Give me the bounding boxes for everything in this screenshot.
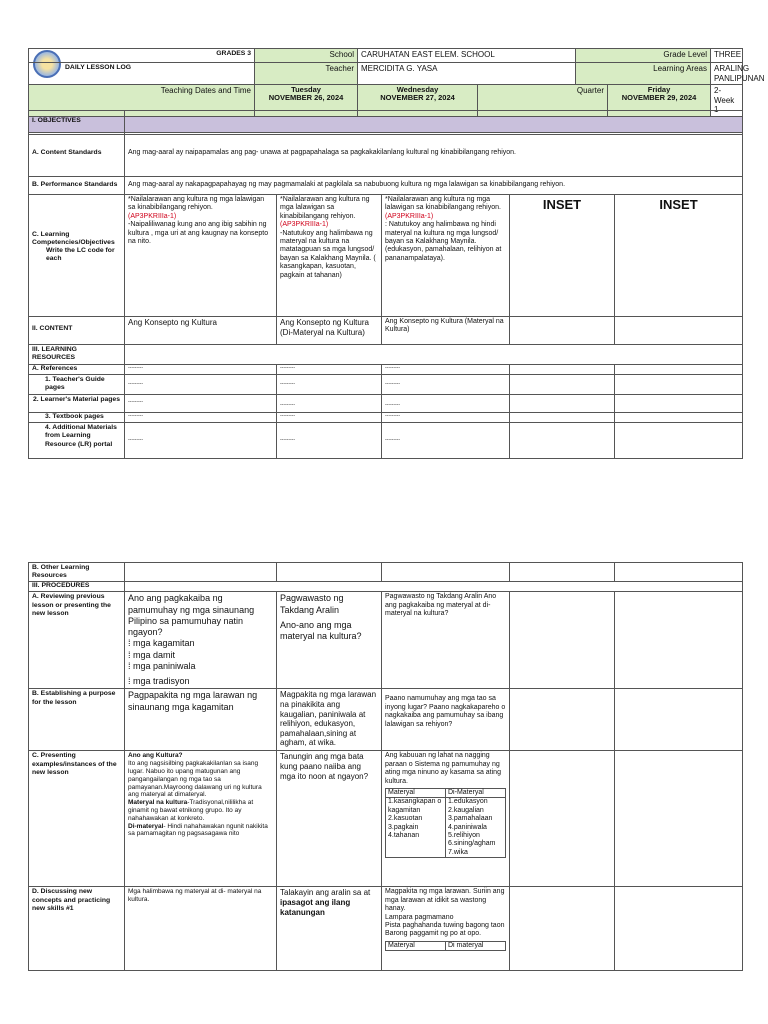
procedures-label: III. PROCEDURES [29,582,125,592]
day-tuesday: Tuesday [291,85,321,95]
wed-mat-item: 2.kasuotan [388,815,423,823]
mon-present-dimat-text: - Hindi nahahawakan ngunit nakikita sa pamamagitan ng pagsasagawa nito [128,822,268,838]
review-label: A. Reviewing previous lesson or presenting the new lesson [29,592,125,689]
tue-tg: --------- [277,375,382,395]
inset-thursday: INSET [510,195,615,317]
competencies-label: C. Learning Competencies/Objectives [32,231,115,247]
teacher-label: Teacher [255,63,358,85]
date-tuesday: NOVEMBER 26, 2024 [268,93,344,103]
wed-present: Ang kabuuan ng lahat na nagging paraan o Sistema ng pamumuhay ng ating mga ninuno ay kasama sa ating kultura. [385,752,501,785]
wed-disc-item: Lampara pagmamano [385,913,454,921]
tue-discussing-1: Talakayin ang aralin sa at [280,888,371,898]
wed-discussing: Magpakita ng mga larawan. Suriin ang mga larawan at idikit sa wastong hanay. [385,888,505,913]
wed-tg: --------- [382,375,510,395]
mon-comp-1: *Nailalarawan ang kultura ng mga lalawigan sa kinabibilangang rehiyon. [128,196,265,212]
mon-purpose: Pagpapakita ng mga larawan ng sinaunang mga kagamitan [125,689,277,751]
learning-areas-label: Learning Areas [576,63,711,85]
wed-mat-item: 3.pagkain [388,823,419,831]
tue-review-1: Pagwawasto ng Takdang Aralin [280,593,344,615]
tue-add: --------- [277,423,382,459]
mon-tb: --------- [125,413,277,423]
school-value: CARUHATAN EAST ELEM. SCHOOL [358,49,576,63]
mon-present-dimat: Di-materyal [128,822,164,830]
tue-content: Ang Konsepto ng Kultura (Di-Materyal na Kultura) [277,317,382,345]
textbook-label: 3. Textbook pages [29,413,125,423]
wed-disc-head: Materyal [386,941,446,950]
wed-disc-table [385,941,506,951]
content-label: II. CONTENT [29,317,125,345]
tue-ref: --------- [277,365,382,375]
other-resources-label: B. Other Learning Resources [29,563,125,582]
mon-present-q: Ano ang Kultura? [128,752,183,760]
tue-comp-2: -Natutukoy ang halimbawa ng materyal na kultura na matatagpuan sa mga lungsod/ bayan sa Kalakhang Maynila. ( kasangkapan, kasuotan, pagkain at tahanan) [280,229,376,279]
tue-comp-code: (AP3PKRIIIa-1) [280,221,329,229]
wed-mat-item: 4.tahanan [388,831,420,839]
mon-review-item: ⁞ mga tradisyon [128,676,190,687]
dates-label: Teaching Dates and Time [29,85,255,117]
wed-add: --------- [382,423,510,459]
wed-dimat-item: 5.relihiyon [448,831,480,839]
quarter-value: 2-Week 1 [711,85,743,117]
mon-review-item: ⁞ mga paniniwala [128,660,196,671]
tue-lm: --------- [277,395,382,413]
competencies-sub: Write the LC code for each [46,247,115,263]
wed-comp-1: *Nailalarawan ang kultura ng mga lalawigan sa kinabibilangang rehiyon. [385,196,501,212]
mon-comp-2: -Naipaliliwanag kung ano ang ibig sabihin ng kultura , mga uri at ang kaugnay na konsepto na nito. [128,221,269,245]
wed-comp-code: (AP3PKRIIIa-1) [385,212,434,220]
wed-comp-2: : Natutukoy ang halimbawa ng hindi materyal na kultura ng mga lungsod/ bayan sa Kalakhang Maynila.(edukasyon, pamahalaan, relihiyon at pananampalataya). [385,221,502,262]
additional-label: 4. Additional Materials from Learning Resource (LR) portal [29,423,125,459]
mon-ref: --------- [125,365,277,375]
tue-review-2: Ano-ano ang mga materyal na kultura? [280,619,362,642]
mon-review-item: ⁞ mga damit [128,649,176,660]
mon-discussing: Mga halimbawa ng materyal at di- materyal na kultura. [125,887,277,971]
mon-tg: --------- [125,375,277,395]
wed-review: Pagwawasto ng Takdang Aralin Ano ang pagkakaiba ng materyal at di-materyal na kultura? [382,592,510,689]
date-wednesday: NOVEMBER 27, 2024 [380,93,455,103]
dll-page2-table [28,562,743,971]
content-standards-label: A. Content Standards [29,135,125,177]
wed-table-head: Materyal [386,789,446,798]
references-label: A. References [29,365,125,375]
wed-dimat-item: 4.paniniwala [448,823,487,831]
wed-dimat-item: 1.edukasyon [448,798,488,806]
quarter-label: Quarter [478,85,608,117]
tue-discussing-2: ipasagot ang ilang katanungan [280,898,351,917]
grade-level-label: Grade Level [576,49,711,63]
content-standards-text: Ang mag-aaral ay naipapamalas ang pag- unawa at pagpapahalaga sa pagkakakilanlang kultural ng kinabibilangang rehiyon. [125,135,743,177]
tue-tb: --------- [277,413,382,423]
mon-add: --------- [125,423,277,459]
dll-page1-table [28,110,743,459]
wed-table-head: Di-Materyal [446,789,506,798]
wed-disc-head: Di materyal [446,941,506,950]
tue-comp-1: *Nailalarawan ang kultura ng mga lalawigan sa kinabibilangang rehiyon. [280,196,370,220]
presenting-label: C. Presenting examples/instances of the new lesson [29,751,125,887]
wed-tb: --------- [382,413,510,423]
mon-review-item: ⁞ mga kagamitan [128,638,195,649]
wed-mat-item: 1.kasangkapan o kagamitan [388,798,442,814]
mon-content: Ang Konsepto ng Kultura [125,317,277,345]
grades-label: GRADES 3 [29,49,255,63]
purpose-label: B. Establishing a purpose for the lesson [29,689,125,751]
wed-disc-item: Pista paghahanda tuwing bagong taon [385,922,505,930]
wed-dimat-item: 6.sining/agham [448,840,496,848]
day-wednesday: Wednesday [396,85,439,95]
wed-materyal-table [385,788,506,858]
date-friday: NOVEMBER 29, 2024 [621,93,697,103]
learning-resources-label: III. LEARNING RESOURCES [29,345,125,365]
performance-standards-text: Ang mag-aaral ay nakapagpapahayag ng may pagmamalaki at pagkilala sa nabubuong kultura ng mga lalawigan sa kinabibilangang rehiyon. [125,177,743,195]
tg-pages-label: 1. Teacher's Guide pages [29,375,125,395]
mon-present-mat-text: -Tradisyonal,nililikha at ginamit ng bawat etnikong grupo. Ito ay nahahawakan at konkreto. [128,799,254,822]
wed-ref: --------- [382,365,510,375]
school-label: School [255,49,358,63]
tue-purpose: Magpakita ng mga larawan na pinakikita ang kaugalian, paniniwala at relihiyon, edukasyon, pamahalaan,sining at agham, at wika. [277,689,382,751]
wed-dimat-item: 3.pamahalaan [448,815,493,823]
mon-present-mat: Materyal na kultura [128,799,188,807]
mon-review-q: Ano ang pagkakaiba ng pamumuhay ng mga sinaunang Pilipino sa pamumuhay natin ngayon? [128,593,255,638]
inset-friday: INSET [615,195,743,317]
performance-standards-label: B. Performance Standards [29,177,125,195]
mon-comp-code: (AP3PKRIIIa-1) [128,212,177,220]
discussing-label: D. Discussing new concepts and practicing new skills #1 [29,887,125,971]
wed-dimat-item: 2.kaugalian [448,806,484,814]
wed-disc-item: Barong paggamit ng po at opo. [385,930,482,938]
grade-level-value: THREE [711,49,743,63]
mon-lm: --------- [125,395,277,413]
day-friday: Friday [647,85,671,95]
wed-lm: --------- [382,395,510,413]
objectives-label: I. OBJECTIVES [29,111,125,135]
learning-area-value: ARALING PANLIPUNAN [711,63,743,85]
wed-purpose: Paano namumuhay ang mga tao sa inyong lugar? Paano nagkakapareho o nagkakaiba ang pamumuhay sa ibang lalawigan sa rehiyon? [382,689,510,751]
mon-present-text: Ito ang nagsisilbing pagkakakilanlan sa isang lugar. Nabuo ito upang matugunan ang pangangailangan ng mga tao sa pamayanan.Mayroong dalawang uri ng kultura ang materyal at dimateryal. [128,760,262,799]
dll-label: DAILY LESSON LOG [29,63,255,85]
teacher-value: MERCIDITA G. YASA [358,63,576,85]
wed-content: Ang Konsepto ng Kultura (Materyal na Kultura) [382,317,510,345]
tue-present: Tanungin ang mga bata kung paano naiiba ang mga ito noon at ngayon? [277,751,382,887]
wed-dimat-item: 7.wika [448,848,468,856]
lm-pages-label: 2. Learner's Material pages [29,395,125,413]
